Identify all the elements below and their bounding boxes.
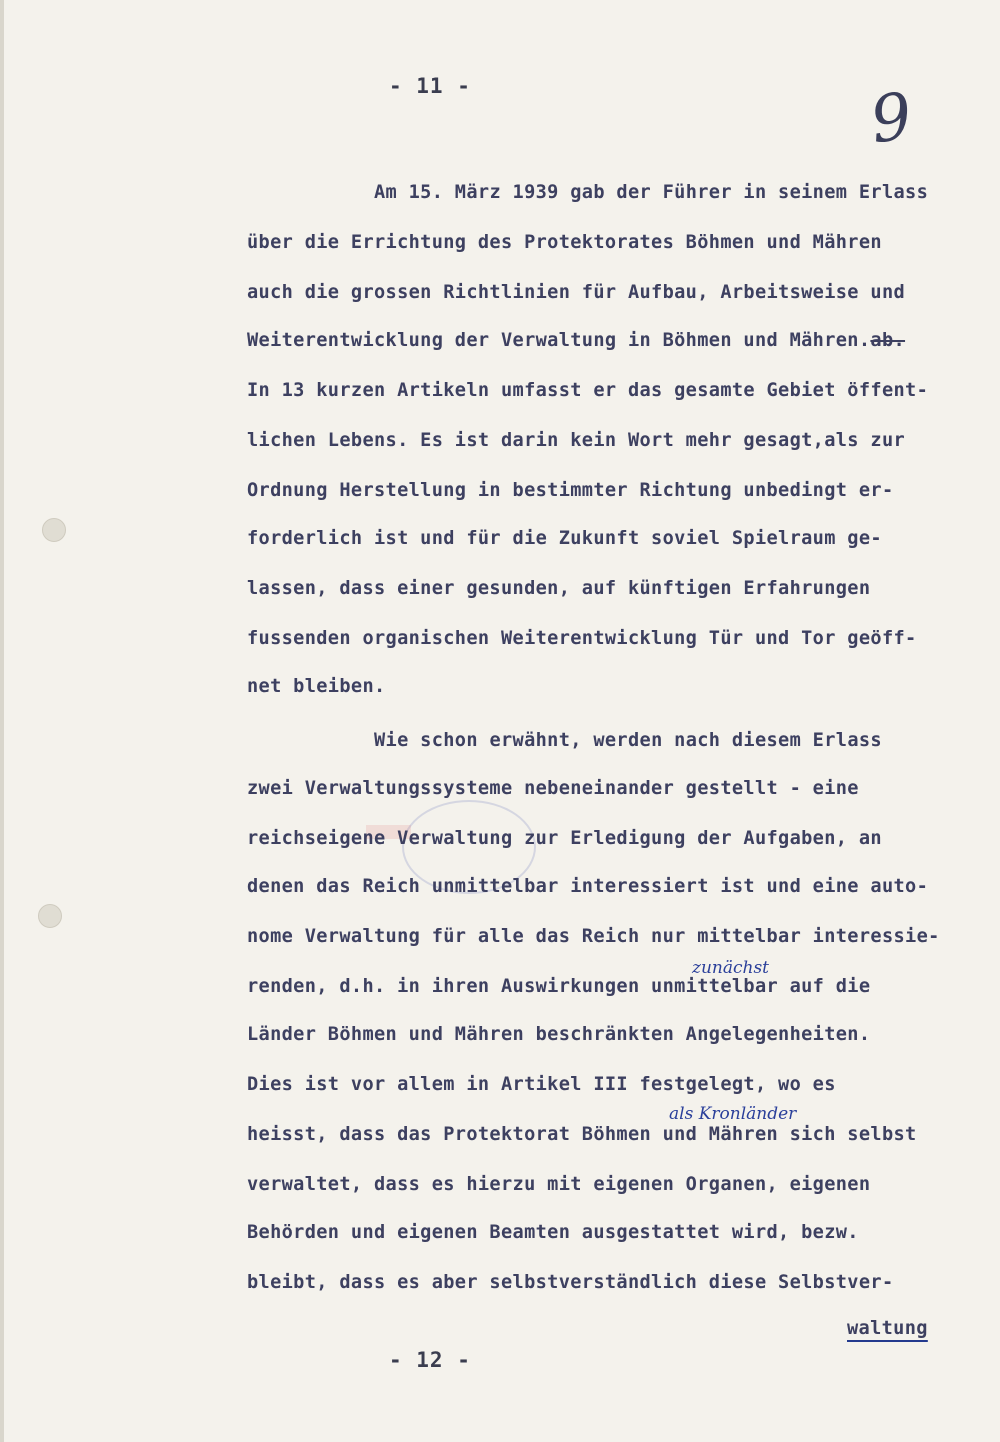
folio-mark: 9: [866, 79, 917, 159]
text-line: lichen Lebens. Es ist darin kein Wort mehr gesagt,als zur: [247, 430, 906, 451]
catchword: [847, 1318, 977, 1339]
text-line: verwaltet, dass es hierzu mit eigenen Organen, eigenen: [247, 1174, 871, 1195]
top-page-number: - 11 -: [389, 74, 471, 98]
catchword-text: waltung: [847, 1318, 928, 1339]
punch-hole: [42, 518, 66, 542]
text-line: denen das Reich unmittelbar interessiert ist und eine auto-: [247, 876, 929, 897]
punch-hole: [38, 904, 62, 928]
handwritten-insertion: als Kronländer: [669, 1104, 797, 1124]
text-line-body: Weiterentwicklung der Verwaltung in Böhmen und Mähren.: [247, 330, 871, 351]
text-line: In 13 kurzen Artikeln umfasst er das gesamte Gebiet öffent-: [247, 380, 929, 401]
text-line: Länder Böhmen und Mähren beschränkten Angelegenheiten.: [247, 1024, 871, 1045]
text-line: Ordnung Herstellung in bestimmter Richtung unbedingt er-: [247, 480, 894, 501]
text-line: heisst, dass das Protektorat Böhmen und Mähren sich selbst: [247, 1124, 917, 1145]
text-line: nome Verwaltung für alle das Reich nur mittelbar interessie-: [247, 926, 940, 947]
text-line: fussenden organischen Weiterentwicklung Tür und Tor geöff-: [247, 628, 917, 649]
text-line: zwei Verwaltungssysteme nebeneinander gestellt - eine: [247, 778, 859, 799]
text-line: Am 15. März 1939 gab der Führer in seinem Erlass: [374, 182, 929, 203]
text-line: bleibt, dass es aber selbstverständlich diese Selbstver-: [247, 1272, 894, 1293]
text-line: lassen, dass einer gesunden, auf künftigen Erfahrungen: [247, 578, 871, 599]
bottom-page-number: - 12 -: [389, 1348, 471, 1372]
text-line: forderlich ist und für die Zukunft soviel Spielraum ge-: [247, 528, 882, 549]
struck-word: ab.: [870, 330, 906, 351]
text-line: reichseigene Verwaltung zur Erledigung der Aufgaben, an: [247, 828, 882, 849]
text-line: Behörden und eigenen Beamten ausgestattet wird, bezw.: [247, 1222, 859, 1243]
handwritten-insertion: zunächst: [692, 958, 770, 978]
text-line: [247, 330, 987, 351]
text-line: net bleiben.: [247, 676, 386, 697]
text-line: auch die grossen Richtlinien für Aufbau, Arbeitsweise und: [247, 282, 906, 303]
text-line: renden, d.h. in ihren Auswirkungen unmittelbar auf die: [247, 976, 871, 997]
text-line: über die Errichtung des Protektorates Böhmen und Mähren: [247, 232, 882, 253]
text-line: Wie schon erwähnt, werden nach diesem Erlass: [374, 730, 882, 751]
text-line: Dies ist vor allem in Artikel III festgelegt, wo es: [247, 1074, 836, 1095]
